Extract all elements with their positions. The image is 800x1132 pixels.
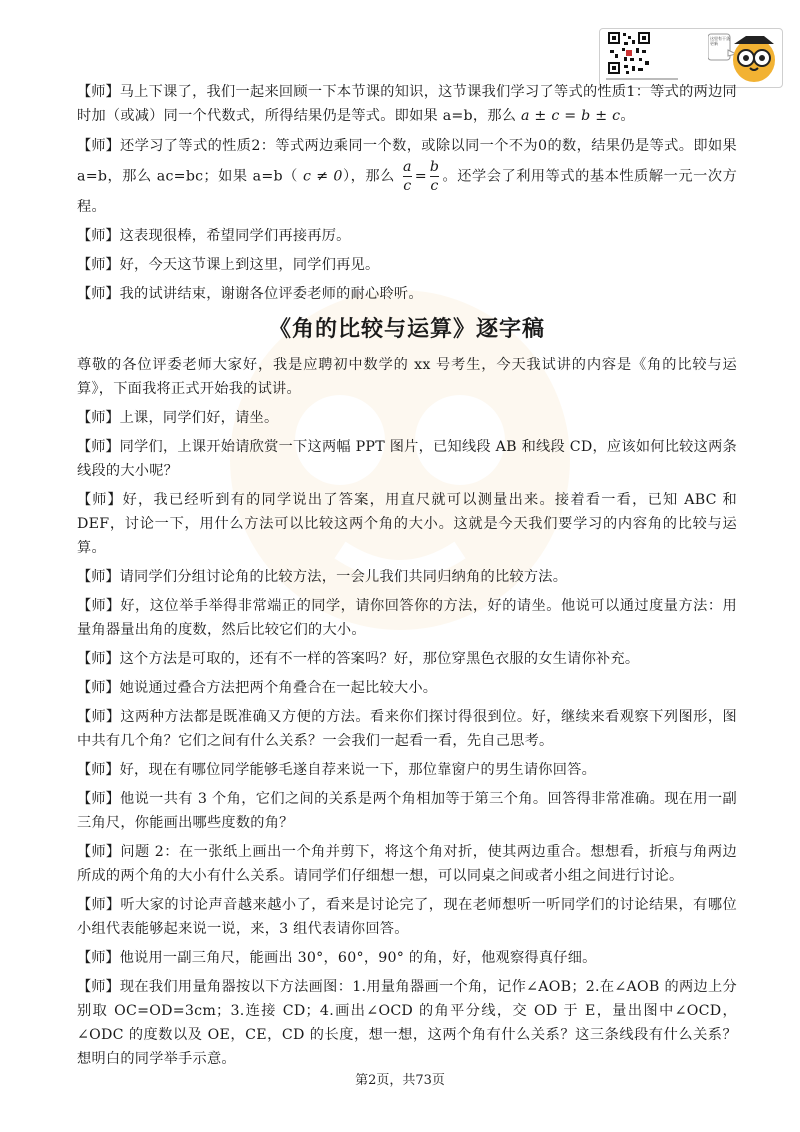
paragraph-text: 。还学会了利用等式的基本性质解一元一次方程。 [77, 168, 738, 215]
speaker-label: 【师】 [77, 680, 120, 696]
paragraph-text: 好，这位举手举得非常端正的同学，请你回答你的方法，好的请坐。他说可以通过度量方法：用量角器量出角的度数，然后比较它们的大小。 [77, 598, 737, 638]
paragraph [77, 705, 737, 753]
paragraph-text: 她说通过叠合方法把两个角叠合在一起比较大小。 [119, 680, 438, 696]
speaker-label: 【师】 [77, 138, 121, 154]
speaker-label: 【师】 [77, 979, 120, 995]
paragraph: 【师】马上下课了，我们一起来回顾一下本节课的知识，这节课我们学习了等式的性质1：等式的两边同时加（或减）同一个代数式，所得结果仍是等式。即如果 a=b，那么 a ± c = b ± c。 [77, 84, 737, 124]
speaker-label: 【师】 [77, 651, 120, 667]
paragraph [77, 676, 737, 700]
paragraph-text: 听大家的讨论声音越来越小了，看来是讨论完了，现在老师想听一听同学们的讨论结果，有哪位小组代表能够起来说一说，来，3 组代表请你回答。 [77, 897, 737, 937]
paragraph-text: ），那么 [342, 168, 395, 185]
paragraph-text: 这个方法是可取的，还有不一样的答案吗？好，那位穿黑色衣服的女生请你补充。 [119, 651, 640, 667]
paragraph-text: 好，今天这节课上到这里，同学们再见。 [119, 257, 380, 273]
paragraph [77, 406, 737, 430]
paragraph-text: 上课，同学们好，请坐。 [119, 410, 279, 426]
speaker-label: 【师】 [77, 439, 120, 455]
paragraph-text: 尊敬的各位评委老师大家好，我是应聘初中数学的 xx 号考生，今天我试讲的内容是《角的比较与运算》，下面我将正式开始我的试讲。 [77, 357, 737, 397]
speaker-label: 【师】 [77, 844, 121, 860]
paragraph [77, 435, 737, 483]
speaker-label: 【师】 [77, 791, 121, 807]
speaker-label: 【师】 [77, 492, 123, 508]
document-body [77, 80, 737, 1076]
qr-code-icon [606, 30, 652, 76]
paragraph [77, 840, 737, 888]
section-title: 《角的比较与运算》逐字稿 [268, 317, 545, 342]
paragraph [77, 565, 737, 589]
paragraph-text: 这表现很棒，希望同学们再接再厉。 [119, 228, 351, 244]
paragraph [77, 594, 737, 642]
paragraph-text: 好，现在有哪位同学能够毛遂自荐来说一下，那位靠窗户的男生请你回答。 [119, 762, 597, 778]
equation-rule1: a ± c = b ± c [520, 108, 621, 124]
paragraph-text: 他说用一副三角尺，能画出 30°，60°，90° 的角，好，他观察得真仔细。 [119, 950, 597, 966]
paragraph [77, 787, 737, 835]
paragraph [77, 647, 737, 671]
paragraph: 【师】还学习了等式的性质2：等式两边乘同一个数，或除以同一个不为0的数，结果仍是等式。即如果a=b，那么 ac=bc；如果 a=b（ c ≠ 0），那么 $\frac{a}{c}$ = $\frac{b}{c}$ 。还学会了利用等式的基本性质解一元一次方程。 [77, 138, 738, 215]
paragraph [77, 488, 737, 560]
paragraph [77, 353, 737, 401]
paragraph [77, 893, 737, 941]
paragraph-text: 现在我们用量角器按以下方法画图：1.用量角器画一个角，记作∠AOB；2.在∠AOB 的两边上分别取 OC=OD=3cm；3.连接 CD；4.画出∠OCD 的角平分线，交 OD 于 E，量出图中∠OCD，∠ODC 的度数以及 OE，CE，CD 的长度，想一想，这两个角有什么关系？这三条线段有什么关系？想明白的同学举手示意。 [77, 979, 737, 1067]
paragraph [77, 282, 737, 306]
paragraph-text: 好，我已经听到有的同学说出了答案，用直尺就可以测量出来。接着看一看，已知 ABC 和 DEF，讨论一下，用什么方法可以比较这两个角的大小。这就是今天我们要学习的内容角的比较与运算。 [77, 492, 737, 556]
fraction-a-over-c: $\frac{a}{c}$ [402, 159, 412, 194]
speaker-label: 【师】 [77, 228, 120, 244]
paragraph-text: 问题 2：在一张纸上画出一个角并剪下，将这个角对折，使其两边重合。想想看，折痕与角两边所成的两个角的大小有什么关系。请同学们仔细想一想，可以同桌之间或者小组之间进行讨论。 [77, 844, 737, 884]
speaker-label: 【师】 [77, 286, 120, 302]
paragraph [77, 975, 737, 1071]
paragraph-text: 还学习了等式的性质2：等式两边乘同一个数，或除以同一个不为0的数，结果仍是等式。即如果a=b，那么 ac=bc；如果 a=b（ [77, 138, 737, 185]
paragraph [77, 253, 737, 277]
paragraph-text: 我的试讲结束，谢谢各位评委老师的耐心聆听。 [119, 286, 423, 302]
speaker-label: 【师】 [77, 84, 120, 100]
page-footer: 第2页，共73页 [355, 1073, 445, 1088]
paragraph-text: 请同学们分组讨论角的比较方法，一会儿我们共同归纳角的比较方法。 [119, 569, 568, 585]
paragraph-text: 这两种方法都是既准确又方便的方法。看来你们探讨得很到位。好，继续来看观察下列图形，图中共有几个角？它们之间有什么关系？一会我们一起看一看，先自己思考。 [77, 709, 737, 749]
paragraph-text: 他说一共有 3 个角，它们之间的关系是两个角相加等于第三个角。回答得非常准确。现在用一副三角尺，你能画出哪些度数的角？ [77, 791, 737, 831]
equation-condition: c ≠ 0 [302, 168, 343, 185]
speaker-label: 【师】 [77, 897, 121, 913]
paragraph [77, 946, 737, 970]
speaker-label: 【师】 [77, 598, 121, 614]
paragraph-text: 马上下课了，我们一起来回顾一下本节课的知识，这节课我们学习了等式的性质1：等式的两边同时加（或减）同一个代数式，所得结果仍是等式。即如果 a=b，那么 [77, 84, 737, 124]
speaker-label: 【师】 [77, 762, 120, 778]
paragraph-text: 同学们，上课开始请欣赏一下这两幅 PPT 图片，已知线段 AB 和线段 CD，应该如何比较这两条线段的大小呢？ [77, 439, 737, 479]
fraction-b-over-c: $\frac{b}{c}$ [429, 159, 440, 194]
speaker-label: 【师】 [77, 569, 120, 585]
paragraph [77, 758, 737, 782]
speaker-label: 【师】 [77, 410, 120, 426]
paragraph [77, 224, 737, 248]
speaker-label: 【师】 [77, 257, 120, 273]
speaker-label: 【师】 [77, 709, 121, 725]
mascot-speech-text: 这里有干货更新 [710, 36, 730, 46]
speaker-label: 【师】 [77, 950, 120, 966]
